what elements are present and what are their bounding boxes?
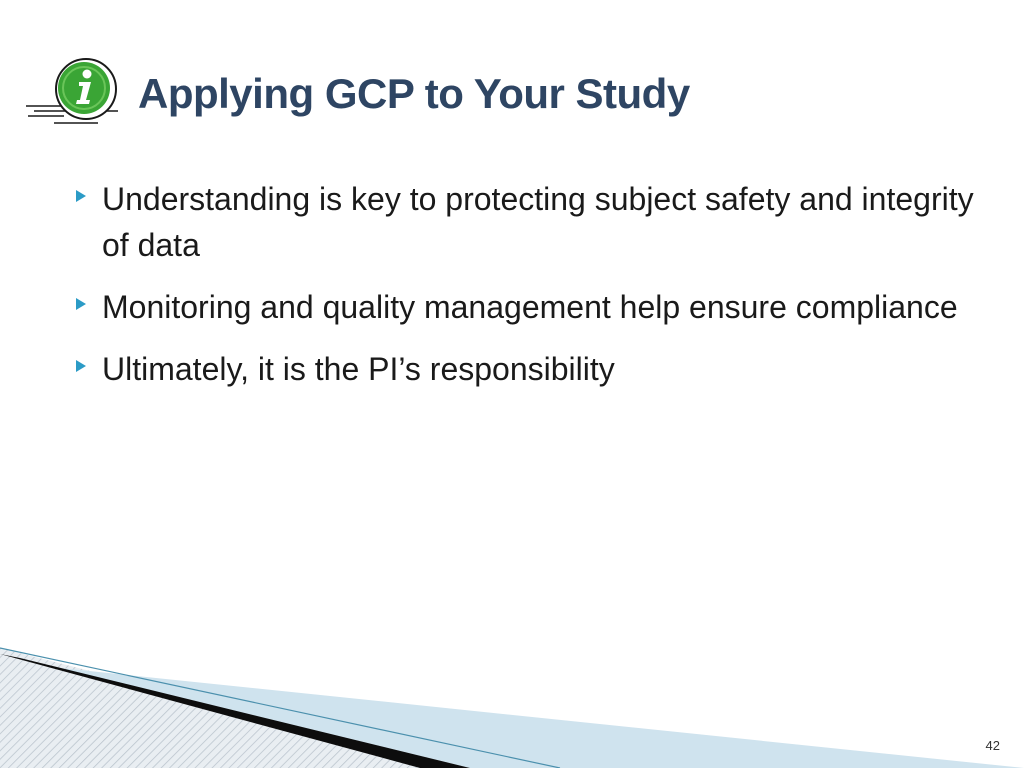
bullet-arrow-icon — [76, 298, 86, 310]
footer-decoration — [0, 640, 1024, 768]
bullet-text: Monitoring and quality management help ensure compliance — [102, 289, 958, 325]
bullet-arrow-icon — [76, 190, 86, 202]
info-icon — [24, 52, 120, 132]
slide-title: Applying GCP to Your Study — [138, 70, 690, 117]
list-item — [76, 284, 976, 330]
bullet-list — [76, 176, 976, 408]
bullet-arrow-icon — [76, 360, 86, 372]
list-item — [76, 176, 976, 268]
bullet-text: Understanding is key to protecting subject safety and integrity of data — [102, 181, 974, 263]
bullet-text: Ultimately, it is the PI’s responsibility — [102, 351, 615, 387]
page-number: 42 — [985, 738, 1000, 753]
list-item — [76, 346, 976, 392]
